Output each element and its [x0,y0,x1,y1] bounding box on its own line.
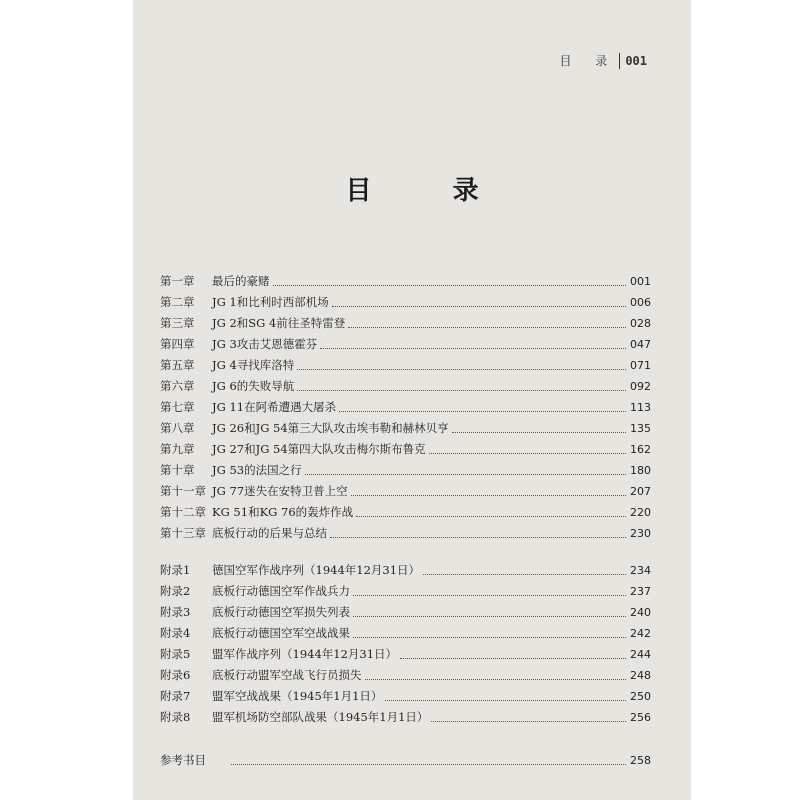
toc-entry-chapter[interactable] [160,481,651,502]
dot-leader [330,537,626,538]
toc-entry-label: 附录2 [160,584,191,598]
toc-entry-title: JG 2和SG 4前往圣特雷登 [212,316,346,330]
toc-entry-page: 248 [630,669,651,682]
dot-leader [353,637,626,638]
toc-entry-page: 113 [630,401,651,414]
toc-entry-label: 参考书目 [160,753,206,767]
chapter-list [160,271,651,544]
toc-entry-page: 047 [630,338,651,351]
toc-entry-title: JG 6的失败导航 [212,379,295,393]
toc-entry-page: 244 [630,648,651,661]
toc-entry-label: 附录5 [160,647,191,661]
dot-leader [332,306,626,307]
toc-entry-page: 230 [630,527,651,540]
appendix-list [160,560,651,728]
toc-entry-page: 258 [630,754,651,767]
toc-entry-label: 附录7 [160,689,191,703]
toc-entry-page: 001 [630,275,651,288]
toc-entry-page: 028 [630,317,651,330]
toc-entry-label: 第四章 [160,337,195,351]
toc-entry-chapter[interactable] [160,355,651,376]
toc-entry-label: 第六章 [160,379,195,393]
toc-entry-page: 207 [630,485,651,498]
toc-entry-chapter[interactable] [160,418,651,439]
running-head-divider [619,53,620,69]
dot-leader [297,390,626,391]
toc-entry-title: JG 3攻击艾恩德霍芬 [212,337,318,351]
dot-leader [297,369,626,370]
toc-entry-label: 第一章 [160,274,195,288]
running-head-page-number: 001 [625,53,647,68]
toc-entry-page: 071 [630,359,651,372]
toc-entry-title: JG 1和比利时西部机场 [212,295,329,309]
toc-entry-page: 220 [630,506,651,519]
toc-entry-chapter[interactable] [160,292,651,313]
dot-leader [400,658,626,659]
toc-entry-label: 第二章 [160,295,195,309]
toc-entry-appendix[interactable] [160,644,651,665]
toc-entry-label: 第八章 [160,421,195,435]
dot-leader [431,721,626,722]
toc-entry-appendix[interactable] [160,623,651,644]
toc-entry-title: 盟军作战序列（1944年12月31日） [212,647,398,661]
toc-entry-label: 附录4 [160,626,191,640]
toc-entry-title: 底板行动盟军空战飞行员损失 [212,668,362,682]
toc-entry-chapter[interactable] [160,313,651,334]
dot-leader [348,327,626,328]
toc-entry-appendix[interactable] [160,602,651,623]
toc-entry-appendix[interactable] [160,686,651,707]
toc-entry-page: 250 [630,690,651,703]
toc-entry-label: 附录8 [160,710,191,724]
dot-leader [351,495,626,496]
dot-leader [353,595,626,596]
toc-entry-label: 第三章 [160,316,195,330]
toc-entry-title: 底板行动的后果与总结 [212,526,327,540]
dot-leader [365,679,627,680]
dot-leader [385,700,626,701]
toc-entry-page: 135 [630,422,651,435]
toc-entry-title: 底板行动德国空军作战兵力 [212,584,350,598]
toc-entry-bibliography[interactable] [160,750,651,771]
toc-entry-label: 第十三章 [160,526,206,540]
dot-leader [356,516,626,517]
toc-entry-chapter[interactable] [160,523,651,544]
toc-entry-title: 底板行动德国空军空战战果 [212,626,350,640]
toc-entry-chapter[interactable] [160,397,651,418]
toc-entry-page: 242 [630,627,651,640]
toc-entry-title: JG 4寻找库洛特 [212,358,295,372]
dot-leader [423,574,626,575]
toc-entry-appendix[interactable] [160,581,651,602]
toc-entry-chapter[interactable] [160,376,651,397]
toc-entry-page: 180 [630,464,651,477]
toc-entry-page: 234 [630,564,651,577]
toc-entry-page: 240 [630,606,651,619]
dot-leader [339,411,626,412]
toc-entry-title: JG 27和JG 54第四大队攻击梅尔斯布鲁克 [212,442,426,456]
toc-entry-page: 006 [630,296,651,309]
toc-entry-title: JG 26和JG 54第三大队攻击埃韦勒和赫林贝亨 [212,421,449,435]
toc-entry-title: 盟军空战战果（1945年1月1日） [212,689,383,703]
toc-entry-page: 162 [630,443,651,456]
toc-entry-title: 底板行动德国空军损失列表 [212,605,350,619]
toc-entry-label: 第五章 [160,358,195,372]
toc-entry-label: 第七章 [160,400,195,414]
toc-entry-title: 最后的豪赌 [212,274,270,288]
toc-entry-label: 附录1 [160,563,191,577]
toc-entry-label: 第十一章 [160,484,206,498]
running-head [559,52,647,69]
page-title: 目 录 [345,176,515,206]
bibliography-list [160,750,651,771]
toc-entry-label: 附录6 [160,668,191,682]
toc-entry-page: 237 [630,585,651,598]
toc-entry-label: 第十二章 [160,505,206,519]
dot-leader [353,616,626,617]
dot-leader [429,453,626,454]
dot-leader [452,432,626,433]
toc-entry-page: 256 [630,711,651,724]
toc-entry-title: 德国空军作战序列（1944年12月31日） [212,563,421,577]
toc-entry-title: KG 51和KG 76的轰炸作战 [212,505,354,519]
toc-entry-label: 第九章 [160,442,195,456]
toc-entry-chapter[interactable] [160,271,651,292]
toc-entry-chapter[interactable] [160,439,651,460]
toc-entry-appendix[interactable] [160,560,651,581]
toc-entry-chapter[interactable] [160,460,651,481]
dot-leader [273,285,627,286]
toc-entry-title: JG 53的法国之行 [212,463,302,477]
toc-entry-page: 092 [630,380,651,393]
dot-leader [320,348,626,349]
dot-leader [231,764,626,765]
running-head-title: 目 录 [559,54,618,68]
toc-entry-title: JG 77迷失在安特卫普上空 [212,484,348,498]
toc-entry-chapter[interactable] [160,334,651,355]
toc-entry-appendix[interactable] [160,665,651,686]
toc-entry-appendix[interactable] [160,707,651,728]
toc-entry-chapter[interactable] [160,502,651,523]
dot-leader [305,474,626,475]
toc-entry-label: 附录3 [160,605,191,619]
book-page [133,0,691,800]
toc-entry-title: JG 11在阿希遭遇大屠杀 [212,400,337,414]
toc-entry-title: 盟军机场防空部队战果（1945年1月1日） [212,710,429,724]
toc-entry-label: 第十章 [160,463,195,477]
